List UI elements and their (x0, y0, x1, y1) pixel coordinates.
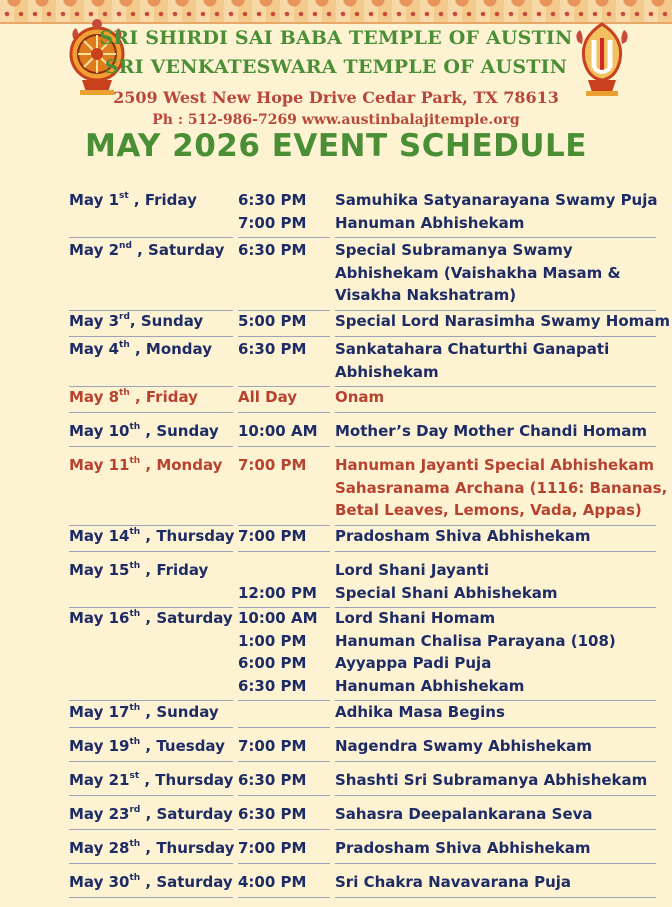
event-date (69, 559, 208, 582)
event-date-day-number: May 2 (69, 241, 120, 259)
event-date (69, 420, 219, 443)
event-time: 12:00 PM (238, 583, 317, 602)
event-weekday: , Sunday (140, 703, 219, 721)
row-divider (69, 795, 233, 796)
event-description: Pradosham Shiva Abhishekam (335, 839, 591, 857)
row-divider (238, 446, 330, 447)
event-description: Lord Shani Homam (335, 609, 496, 627)
row-divider (238, 897, 330, 898)
event-date (69, 239, 224, 262)
event-description: Pradosham Shiva Abhishekam (335, 527, 591, 545)
row-divider (335, 727, 656, 728)
event-description: Special Shani Abhishekam (335, 583, 558, 602)
event-date-ordinal: th (119, 340, 130, 350)
temple-name-line2: SRI VENKATESWARA TEMPLE OF AUSTIN (104, 56, 568, 78)
event-description: Special Lord Narasimha Swamy Homam (335, 312, 671, 330)
event-date-day-number: May 23 (69, 805, 130, 823)
event-weekday: , Saturday (140, 805, 233, 823)
event-date (69, 310, 203, 333)
row-divider (335, 829, 656, 830)
event-time: 6:30 PM (238, 676, 307, 695)
row-divider (335, 863, 656, 864)
event-date (69, 871, 233, 894)
event-time: 4:00 PM (238, 873, 307, 891)
row-divider (335, 336, 656, 337)
event-description: Ayyappa Padi Puja (335, 654, 492, 672)
event-date-ordinal: th (129, 422, 141, 432)
event-date-day-number: May 8 (69, 388, 120, 406)
row-divider (238, 863, 330, 864)
event-description: Nagendra Swamy Abhishekam (335, 737, 592, 755)
event-weekday: , Sunday (129, 312, 204, 330)
event-date (69, 769, 233, 792)
row-divider (335, 761, 656, 762)
event-weekday: , Thursday (139, 771, 234, 789)
event-date (69, 386, 198, 409)
event-weekday: , Saturday (140, 609, 233, 627)
event-date-day-number: May 28 (69, 839, 130, 857)
event-date-day-number: May 16 (69, 609, 130, 627)
event-date (69, 189, 197, 212)
row-divider (335, 237, 656, 238)
event-date-ordinal: th (129, 456, 141, 466)
event-description: Hanuman Chalisa Parayana (108) (335, 631, 616, 650)
row-divider (238, 829, 330, 830)
event-date-ordinal: nd (119, 241, 132, 251)
event-time: All Day (238, 388, 298, 406)
event-date-day-number: May 17 (69, 703, 130, 721)
event-date (69, 803, 233, 826)
row-divider (238, 412, 330, 413)
event-time: 7:00 PM (238, 456, 307, 474)
row-divider (335, 551, 656, 552)
event-date-ordinal: rd (119, 312, 130, 322)
event-description: Betal Leaves, Lemons, Vada, Appas) (335, 501, 642, 519)
row-divider (238, 336, 330, 337)
event-date (69, 607, 233, 630)
event-description: Samuhika Satyanarayana Swamy Puja (335, 191, 658, 209)
row-divider (69, 897, 233, 898)
event-date-day-number: May 4 (69, 340, 120, 358)
event-date-ordinal: th (129, 609, 141, 619)
event-date-ordinal: th (129, 873, 141, 883)
event-description: Visakha Nakshatram) (335, 286, 517, 304)
event-description: Abhishekam (335, 362, 439, 381)
event-time: 10:00 AM (238, 609, 318, 627)
event-description: Sankatahara Chaturthi Ganapati (335, 340, 610, 358)
event-weekday: , Friday (129, 388, 198, 406)
row-divider (335, 795, 656, 796)
event-weekday: , Thursday (140, 527, 235, 545)
row-divider (238, 727, 330, 728)
row-divider (238, 551, 330, 552)
event-weekday: , Friday (140, 561, 209, 579)
event-time: 6:30 PM (238, 191, 307, 209)
event-description: Special Subramanya Swamy (335, 241, 573, 259)
event-description: Sri Chakra Navavarana Puja (335, 873, 572, 891)
event-date (69, 525, 234, 548)
row-divider (335, 897, 656, 898)
event-weekday: , Tuesday (140, 737, 225, 755)
event-description: Hanuman Jayanti Special Abhishekam (335, 456, 654, 474)
event-date-day-number: May 14 (69, 527, 130, 545)
event-date (69, 837, 234, 860)
row-divider (238, 237, 330, 238)
event-time: 7:00 PM (238, 213, 307, 232)
event-date (69, 735, 225, 758)
event-date-day-number: May 10 (69, 422, 130, 440)
event-weekday: , Monday (140, 456, 223, 474)
event-time: 5:00 PM (238, 312, 307, 330)
row-divider (69, 446, 233, 447)
event-date-ordinal: th (129, 737, 141, 747)
event-date-ordinal: st (119, 191, 129, 201)
event-time: 6:00 PM (238, 654, 307, 672)
event-time: 6:30 PM (238, 805, 307, 823)
row-divider (69, 412, 233, 413)
row-divider (69, 761, 233, 762)
event-time: 7:00 PM (238, 839, 307, 857)
event-time: 6:30 PM (238, 771, 307, 789)
event-time: 7:00 PM (238, 737, 307, 755)
event-date-day-number: May 3 (69, 312, 120, 330)
row-divider (69, 829, 233, 830)
event-date-day-number: May 19 (69, 737, 130, 755)
event-time: 6:30 PM (238, 340, 307, 358)
row-divider (69, 336, 233, 337)
event-date-ordinal: rd (129, 805, 141, 815)
row-divider (238, 795, 330, 796)
event-date (69, 338, 212, 361)
event-date-day-number: May 30 (69, 873, 130, 891)
row-divider (335, 446, 656, 447)
row-divider (335, 412, 656, 413)
event-description: Abhishekam (Vaishakha Masam & (335, 263, 621, 282)
event-time: 6:30 PM (238, 241, 307, 259)
event-weekday: , Sunday (140, 422, 219, 440)
row-divider (238, 761, 330, 762)
event-weekday: , Friday (128, 191, 197, 209)
event-date (69, 701, 219, 724)
event-date (69, 454, 222, 477)
event-date-day-number: May 11 (69, 456, 130, 474)
row-divider (69, 551, 233, 552)
event-date-ordinal: st (129, 771, 140, 781)
row-divider (69, 237, 233, 238)
event-description: Lord Shani Jayanti (335, 561, 489, 579)
event-description: Shashti Sri Subramanya Abhishekam (335, 771, 648, 789)
row-divider (238, 700, 330, 701)
temple-address: 2509 West New Hope Drive Cedar Park, TX 78613 (113, 88, 559, 107)
temple-contact: Ph : 512-986-7269 www.austinbalajitemple.org (152, 112, 520, 128)
event-weekday: , Thursday (140, 839, 235, 857)
event-date-ordinal: th (129, 703, 141, 713)
event-time: 7:00 PM (238, 527, 307, 545)
event-weekday: , Saturday (131, 241, 225, 259)
row-divider (69, 863, 233, 864)
event-description: Hanuman Abhishekam (335, 676, 525, 695)
event-date-day-number: May 15 (69, 561, 130, 579)
event-date-day-number: May 1 (69, 191, 120, 209)
event-description: Sahasranama Archana (1116: Bananas, (335, 478, 668, 497)
event-date-ordinal: th (129, 527, 141, 537)
page-title: MAY 2026 EVENT SCHEDULE (85, 128, 587, 164)
temple-name-line1: SRI SHIRDI SAI BABA TEMPLE OF AUSTIN (99, 27, 573, 49)
event-weekday: , Saturday (140, 873, 233, 891)
event-description: Adhika Masa Begins (335, 703, 505, 721)
event-date-ordinal: th (129, 561, 141, 571)
row-divider (69, 727, 233, 728)
event-time: 10:00 AM (238, 422, 318, 440)
event-date-ordinal: th (119, 388, 130, 398)
event-date-day-number: May 21 (69, 771, 130, 789)
event-weekday: , Monday (129, 340, 212, 358)
event-description: Mother’s Day Mother Chandi Homam (335, 422, 647, 440)
event-description: Sahasra Deepalankarana Seva (335, 805, 593, 823)
event-time: 1:00 PM (238, 631, 307, 650)
event-description: Onam (335, 388, 385, 406)
event-description: Hanuman Abhishekam (335, 213, 525, 232)
event-date-ordinal: th (129, 839, 141, 849)
